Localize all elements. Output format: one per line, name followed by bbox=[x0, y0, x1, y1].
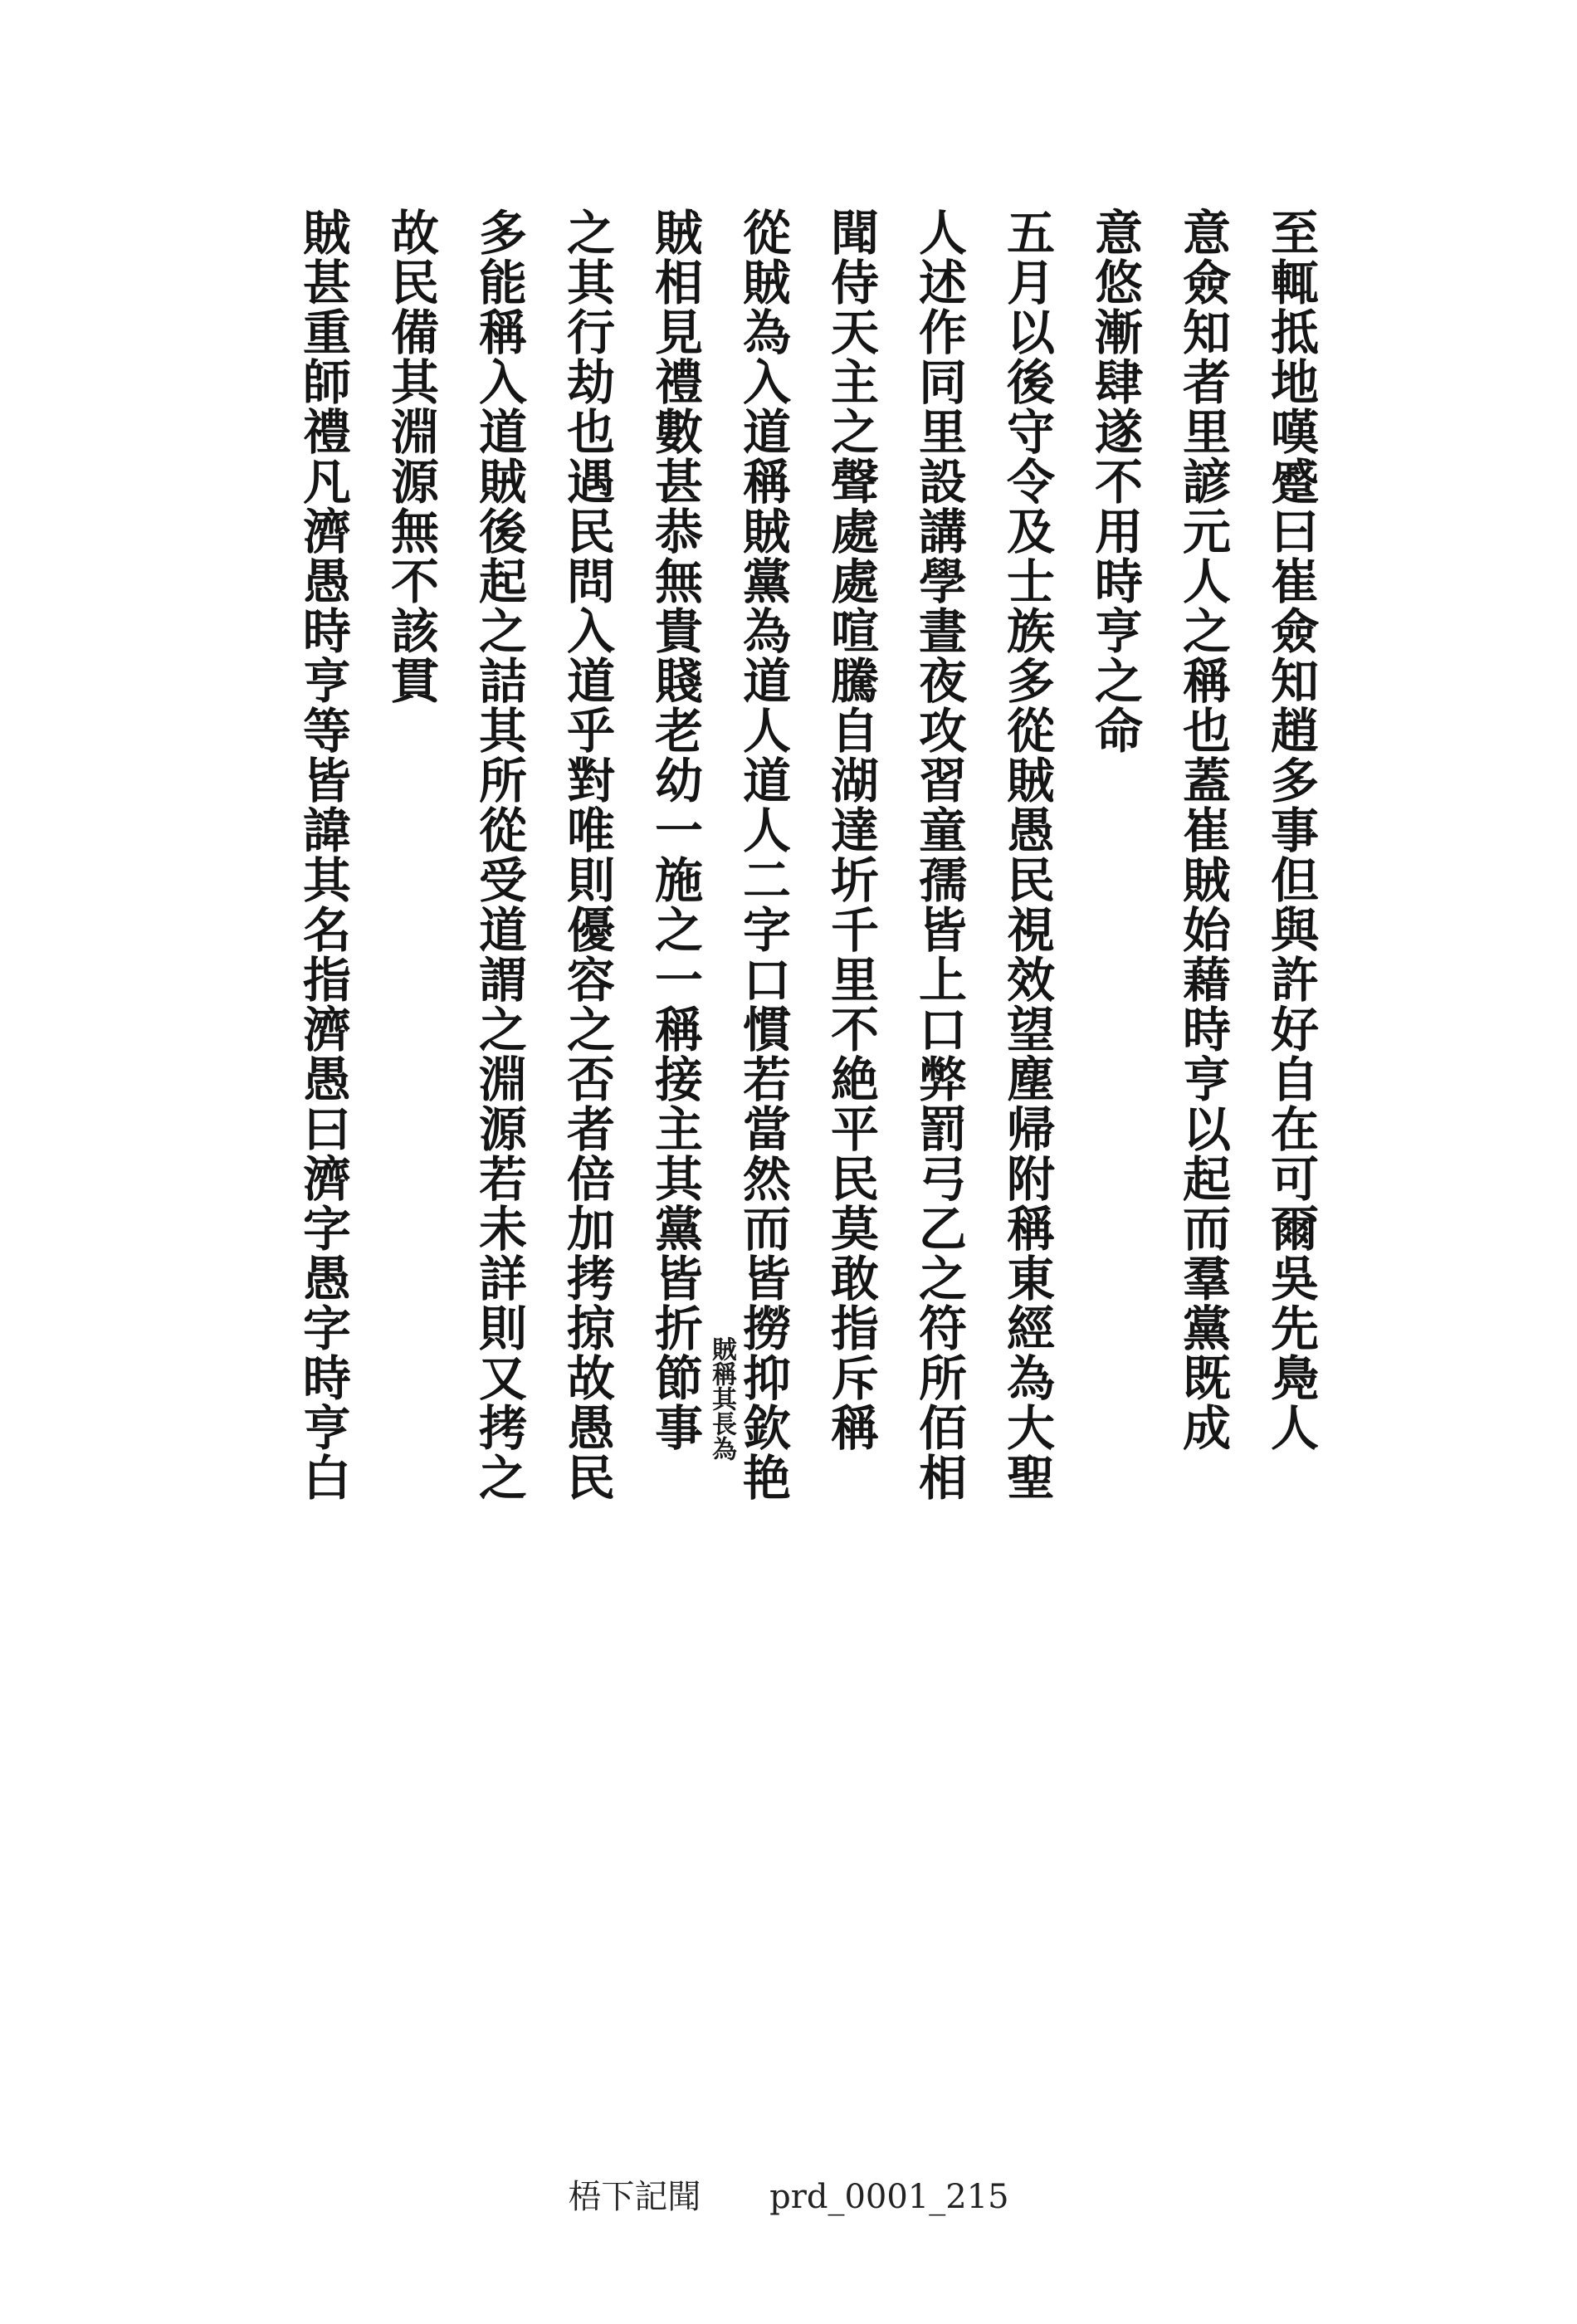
page-footer bbox=[0, 2170, 1577, 2218]
text-column-4: 五月以後守令及士族多從賊愚民視效望塵帰附稱東經為大聖 bbox=[998, 208, 1055, 1502]
text-column-3: 意悠漸肆遂不用時亨之命 bbox=[1086, 208, 1143, 755]
text-column-2: 意僉知者里諺元人之稱也蓋崔賊始藉時亨以起而羣黨既成 bbox=[1174, 208, 1231, 1452]
text-column-12: 賊甚重師禮凡濟愚時亨等皆諱其名指濟愚曰濟字愚字時亨白 bbox=[295, 208, 351, 1502]
text-column-7: 從賊為入道稱賊黨為道人道人二字口慣若當然而皆撈抑欽艳 bbox=[735, 208, 791, 1502]
manuscript-text-block bbox=[274, 208, 1320, 1926]
text-column-10: 多能稱入道賊後起之詰其所從受道謂之淵源若未詳則又拷之 bbox=[471, 208, 527, 1502]
interlinear-note: 賊稱其長為 bbox=[707, 1336, 736, 1461]
page-identifier: prd_0001_215 bbox=[769, 2178, 1009, 2216]
text-column-5: 人述作同里設講學晝夜攻習童孺皆上口弊罰弓乙之符所佰相 bbox=[911, 208, 967, 1502]
text-column-9: 之其行劫也遇民問入道乎對唯則優容之否者倍加拷掠故愚民 bbox=[559, 208, 615, 1502]
text-column-8: 賊相見禮數甚恭無貴賤老幼一施之一稱接主其黨皆折節事 bbox=[647, 208, 703, 1452]
text-column-6: 聞侍天主之聲處處喧騰自湖達圻千里不絶平民莫敢指斥稱 bbox=[823, 208, 879, 1452]
text-column-11: 故民備其淵源無不該貫 bbox=[383, 208, 439, 706]
text-column-1: 至輒抵地嘆蹙曰崔僉知趙多事但與許好自在可爾吳先鳧人 bbox=[1262, 208, 1319, 1452]
book-title: 梧下記聞 bbox=[568, 2178, 701, 2216]
